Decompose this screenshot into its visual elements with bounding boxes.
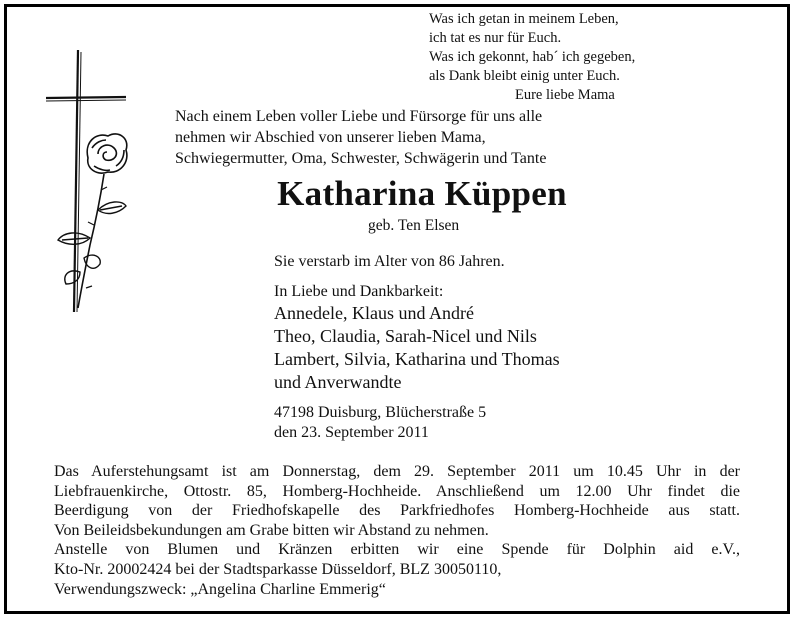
address-street: 47198 Duisburg, Blücherstraße 5 — [274, 404, 487, 421]
maiden-name: geb. Ten Elsen — [368, 217, 460, 234]
poem-line: ich tat es nur für Euch. — [429, 30, 562, 46]
family-heading: In Liebe und Dankbarkeit: — [274, 283, 444, 300]
family-list — [274, 302, 560, 394]
family-line: Theo, Claudia, Sarah-Nicel und Nils — [274, 326, 537, 346]
family-line: Lambert, Silvia, Katharina und Thomas — [274, 349, 560, 369]
notice-line: Verwendungszweck: „Angelina Charline Emmerig“ — [54, 580, 386, 598]
notice-line: Von Beileidsbekundungen am Grabe bitten wir Abstand zu nehmen. — [54, 521, 489, 539]
poem-line: Was ich getan in meinem Leben, — [429, 11, 619, 27]
deceased-name: Katharina Küppen — [277, 174, 567, 213]
notice-line: Beerdigung von der Friedhofskapelle des Parkfriedhofes Homberg-Hochheide aus statt. — [54, 502, 740, 520]
age-text: Sie verstarb im Alter von 86 Jahren. — [274, 253, 505, 270]
address-date: den 23. September 2011 — [274, 424, 429, 441]
notice-line: Anstelle von Blumen und Kränzen erbitten wir eine Spende für Dolphin aid e.V., — [54, 541, 740, 559]
notice-line: Kto-Nr. 20002424 bei der Stadtsparkasse Düsseldorf, BLZ 30050110, — [54, 560, 502, 578]
intro-text — [175, 106, 735, 169]
poem-line: Was ich gekonnt, hab´ ich gegeben, — [429, 49, 636, 65]
notice-line: Das Auferstehungsamt ist am Donnerstag, dem 29. September 2011 um 10.45 Uhr in der — [54, 463, 740, 480]
intro-line: nehmen wir Abschied von unserer lieben Mama, — [175, 129, 486, 146]
funeral-notice — [54, 462, 740, 599]
family-line: Annedele, Klaus und André — [274, 303, 474, 323]
notice-line: Liebfrauenkirche, Ottostr. 85, Homberg-Hochheide. Anschließend um 12.00 Uhr findet die — [54, 482, 740, 500]
deceased-name-row — [0, 174, 800, 214]
poem — [429, 10, 659, 105]
intro-line: Schwiegermutter, Oma, Schwester, Schwägerin und Tante — [175, 150, 547, 167]
poem-signature: Eure liebe Mama — [515, 87, 615, 103]
family-line: und Anverwandte — [274, 372, 402, 392]
poem-line: als Dank bleibt einig unter Euch. — [429, 68, 620, 84]
address-block — [274, 403, 486, 443]
intro-line: Nach einem Leben voller Liebe und Fürsorge für uns alle — [175, 108, 543, 125]
